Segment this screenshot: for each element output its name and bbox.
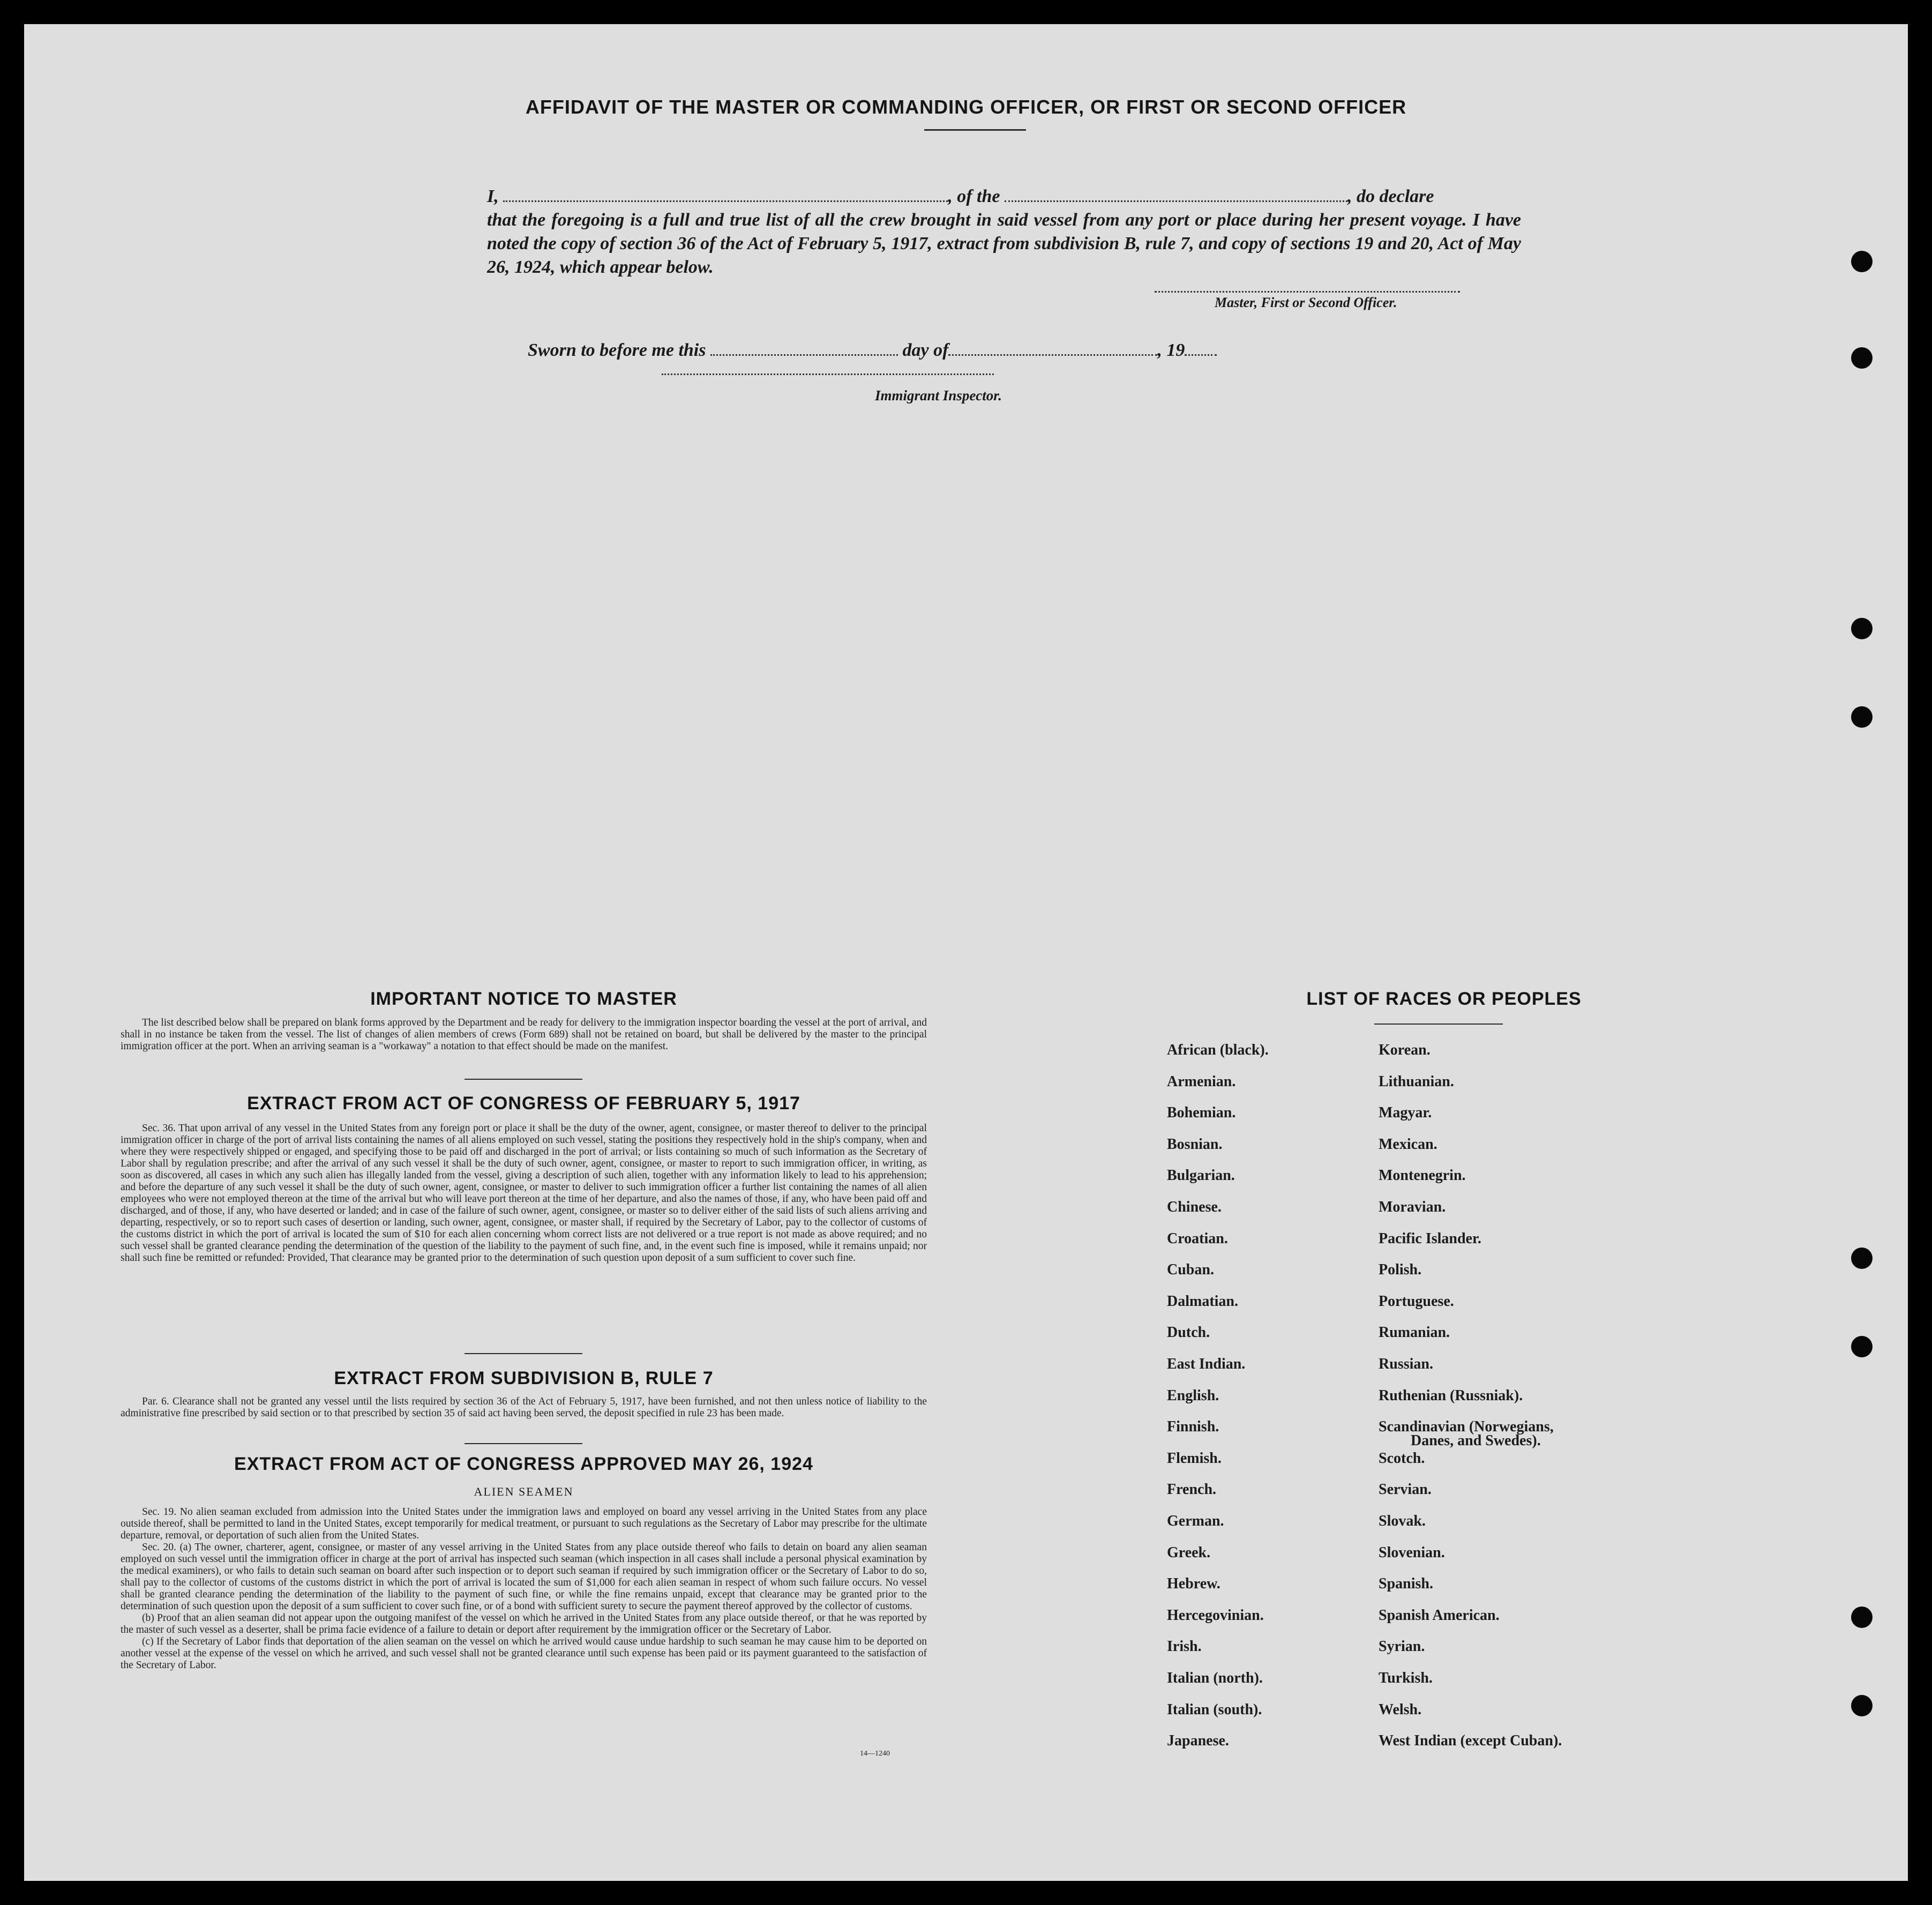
extract-1924-text [121,1506,927,1671]
notice-text [121,1017,927,1052]
race-item: Flemish. [1167,1450,1222,1467]
month-blank[interactable] [948,341,1157,356]
alien-seamen-subtitle: ALIEN SEAMEN [474,1485,574,1498]
race-item: English. [1167,1387,1219,1404]
races-title: LIST OF RACES OR PEOPLES [1306,989,1582,1009]
sworn-prefix: Sworn to before me this [528,340,706,360]
sworn-line [528,340,1217,361]
affidavit-i-label: I, [487,186,499,206]
race-item: Pacific Islander. [1379,1230,1481,1247]
race-item: Slovak. [1379,1513,1426,1529]
affidavit-title: AFFIDAVIT OF THE MASTER OR COMMANDING OFFICER, OR FIRST OR SECOND OFFICER [525,96,1407,118]
race-item: Bohemian. [1167,1104,1236,1122]
race-item: Hercegovinian. [1167,1607,1264,1624]
extract-1917-text [121,1123,927,1264]
race-item: Lithuanian. [1379,1073,1454,1090]
master-signature-line[interactable] [1155,291,1460,293]
extract-1924-title: EXTRACT FROM ACT OF CONGRESS APPROVED MAY 26, 1924 [234,1454,813,1474]
divider [465,1443,582,1444]
race-item: Dutch. [1167,1324,1210,1341]
affidavit-text [487,185,1521,279]
document-page [24,24,1908,1881]
race-item: Montenegrin. [1379,1167,1466,1184]
divider [1374,1024,1503,1025]
race-item: Polish. [1379,1261,1422,1279]
race-item: Italian (south). [1167,1701,1262,1718]
sec-19-paragraph: Sec. 19. No alien seaman excluded from admission into the United States under the immigration laws and employed on board any vessel arriving in the United States from any place outside thereof, shall be permitted to land in the United States, except temporarily for medical treatment, or pursuant to such regulations as the Secretary of Labor may prescribe for the ultimate departure, removal, or deportation of such alien from the United States. [121,1506,927,1541]
sec-36-paragraph: Sec. 36. That upon arrival of any vessel in the United States from any foreign port or place it shall be the duty of the owner, agent, consignee, or master thereof to deliver to the principal immigration officer in charge of the port of arrival lists containing the names of all aliens employed on such vessel, stating the positions they respectively hold in the ship's company, when and where they were respectively shipped or engaged, and specifying those to be paid off and discharged in the port of arrival; or lists containing so much of such information as the Secretary of Labor shall by regulation prescribe; and after the arrival of any such vessel it shall be the duty of such owner, agent, consignee, or master to report to such immigration officer, in writing, as soon as discovered, all cases in which any such alien has illegally landed from the vessel, giving a description of such alien, together with any information likely to lead to his apprehension; and before the departure of any such vessel it shall be the duty of such owner, agent, consignee, or master to deliver to such immigration officer a further list containing the names of all alien employees who were not employed thereon at the time of the arrival but who will leave port thereon at the time of her departure, and also the names of those, if any, who have been paid off and discharged, and of those, if any, who have deserted or landed; and in case of the failure of such owner, agent, consignee, or master so to deliver either of the said lists of such aliens arriving and departing, respectively, or so to report such cases of desertion or landing, such owner, agent, consignee, or master shall, if required by the Secretary of Labor, pay to the collector of customs of the customs district in which the port of arrival is located the sum of $10 for each alien concerning whom correct lists are not delivered or a true report is not made as above required; and no such vessel shall be granted clearance pending the determination of the question of the liability to the payment of such fine, and, in the event such fine is imposed, while it remains unpaid; nor shall such fine be remitted or refunded: Provided, That clearance may be granted prior to the determination of such question upon deposit of a sum sufficient to cover such fine. [121,1123,927,1264]
sec-20a-paragraph: Sec. 20. (a) The owner, charterer, agent, consignee, or master of any vessel arriving in the United States from any place outside thereof who fails to detain on board any alien seaman employed on such vessel until the immigration officer in charge at the port of arrival has inspected such seaman (which inspection in all cases shall include a personal physical examination by the medical examiners), or who fails to detain such seaman on board after such inspection or to deport such seaman if required by such immigration officer or the Secretary of Labor to do so, shall pay to the collector of customs of the customs district in which the port of arrival is located the sum of $1,000 for each alien seaman in respect of whom such failure occurs. No vessel shall be granted clearance pending the determination of the liability to the payment of such fine, or while the fine remains unpaid, except that clearance may be granted prior to the determination of such question upon the deposit of a sum sufficient to cover such fine, or of a bond with sufficient surety to secure the payment thereof approved by the collector of customs. [121,1542,927,1612]
race-item: Italian (north). [1167,1670,1263,1686]
do-declare-label: , do declare [1347,186,1434,206]
race-item: West Indian (except Cuban). [1379,1732,1562,1750]
sec-20c-paragraph: (c) If the Secretary of Labor finds that deportation of the alien seaman on the vessel on which he arrived would cause undue hardship to such seaman he may cause him to be deported on another vessel at the expense of the vessel on which he arrived, and such vessel shall not be granted clearance until such expense has been paid or its payment guaranteed to the satisfaction of the Secretary of Labor. [121,1636,927,1671]
race-item: Syrian. [1379,1638,1425,1655]
race-item: German. [1167,1513,1224,1529]
day-blank[interactable] [710,341,898,356]
race-item: Turkish. [1379,1670,1433,1686]
race-item: Moravian. [1379,1199,1446,1215]
race-item: Dalmatian. [1167,1293,1238,1310]
race-item: Servian. [1379,1481,1432,1498]
punch-hole [1851,1695,1873,1716]
race-item: Greek. [1167,1544,1211,1561]
punch-hole [1851,347,1873,369]
punch-hole [1851,1336,1873,1357]
race-item: Scandinavian (Norwegians, [1379,1418,1554,1436]
race-item: Mexican. [1379,1135,1437,1153]
divider [924,129,1026,131]
master-signature-label: Master, First or Second Officer. [1215,295,1397,310]
par-6-paragraph: Par. 6. Clearance shall not be granted any vessel until the lists required by section 36 of the Act of February 5, 1917, have been furnished, and not then unless notice of liability to the administrative fine prescribed by said section or to that prescribed by section 35 of said act having been served, the deposit specified in rule 23 has been made. [121,1396,927,1419]
race-item: Spanish. [1379,1575,1433,1593]
race-item: Slovenian. [1379,1544,1445,1561]
notice-paragraph: The list described below shall be prepared on blank forms approved by the Department and be ready for delivery to the immigration inspector boarding the vessel at the port of arrival, and shall in no instance be taken from the vessel. The list of changes of alien members of crews (Form 689) shall not be retained on board, but shall be delivered by the master to the principal immigration officer at the port. When an arriving seaman is a "workaway" a notation to that effect should be made on the manifest. [121,1017,927,1052]
race-item: Armenian. [1167,1073,1236,1090]
year-blank[interactable] [1185,341,1217,356]
year-prefix: , 19 [1157,340,1185,360]
race-item: Welsh. [1379,1701,1422,1718]
sec-20b-paragraph: (b) Proof that an alien seaman did not appear upon the outgoing manifest of the vessel on which he arrived in the United States from any place outside thereof, or that he was reported by the master of such vessel as a deserter, shall be prima facie evidence of a failure to detain or deport after requirement by the immigration officer or the Secretary of Labor. [121,1612,927,1635]
race-item: Rumanian. [1379,1324,1450,1341]
punch-hole [1851,618,1873,639]
of-the-label: , of the [948,186,1000,206]
race-item: French. [1167,1481,1217,1498]
race-item: East Indian. [1167,1356,1246,1372]
race-item: African (black). [1167,1042,1269,1058]
affidavit-body: that the foregoing is a full and true list of all the crew brought in said vessel from any port or place during her present voyage. I have noted the copy of section 36 of the Act of February 5, 1917, extract from subdivision B, rule 7, and copy of sections 19 and 20, Act of May 26, 1924, which appear below. [487,210,1521,277]
punch-hole [1851,706,1873,728]
race-item: Ruthenian (Russniak). [1379,1387,1523,1404]
race-item: Chinese. [1167,1199,1222,1215]
extract-rule7-title: EXTRACT FROM SUBDIVISION B, RULE 7 [334,1368,714,1388]
race-item: Scotch. [1379,1450,1425,1467]
race-item: Croatian. [1167,1230,1228,1247]
inspector-signature-line[interactable] [662,373,994,375]
punch-hole [1851,1607,1873,1628]
race-item: Spanish American. [1379,1607,1500,1624]
name-blank[interactable] [503,188,948,202]
race-item: Irish. [1167,1638,1202,1655]
extract-1917-title: EXTRACT FROM ACT OF CONGRESS OF FEBRUARY 5, 1917 [247,1093,800,1114]
race-item: Cuban. [1167,1261,1214,1279]
race-item: Bulgarian. [1167,1167,1235,1184]
divider [465,1079,582,1080]
day-of-label: day of [902,340,949,360]
race-item: Portuguese. [1379,1293,1454,1310]
punch-hole [1851,1247,1873,1269]
extract-rule7-text [121,1396,927,1420]
form-number: 14—1240 [860,1750,890,1758]
divider [465,1353,582,1354]
race-item: Bosnian. [1167,1135,1223,1153]
vessel-blank[interactable] [1005,188,1347,202]
race-item: Japanese. [1167,1732,1229,1750]
race-item: Finnish. [1167,1418,1219,1436]
race-item: Danes, and Swedes). [1411,1432,1541,1450]
race-item: Russian. [1379,1356,1433,1372]
inspector-signature-label: Immigrant Inspector. [875,387,1002,404]
punch-hole [1851,251,1873,272]
race-item: Korean. [1379,1042,1431,1058]
race-item: Magyar. [1379,1104,1432,1122]
notice-title: IMPORTANT NOTICE TO MASTER [370,989,677,1009]
race-item: Hebrew. [1167,1575,1220,1593]
